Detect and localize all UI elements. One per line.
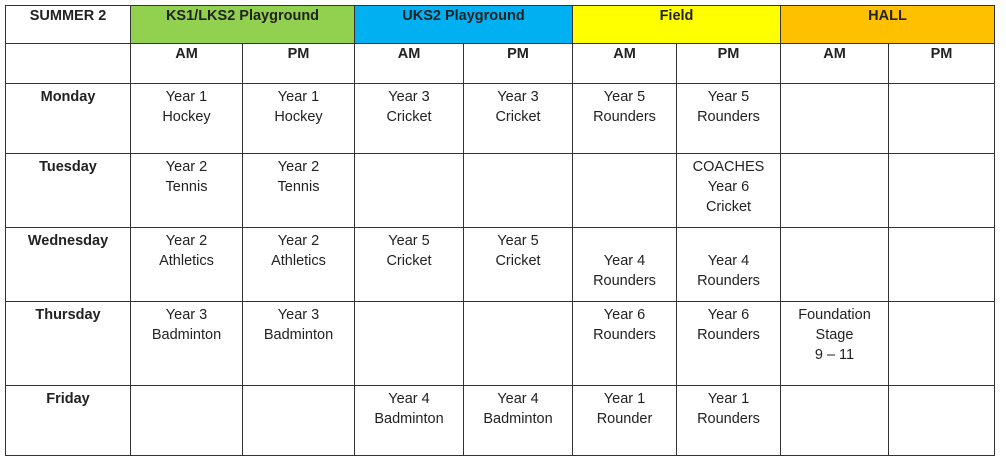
activity-cell	[573, 386, 677, 456]
empty-activity-cell	[355, 302, 464, 386]
session-label: AM	[573, 44, 677, 84]
activity-text: Year 5	[707, 89, 750, 105]
activity-text: Rounder	[596, 411, 653, 427]
empty-activity-cell	[243, 386, 355, 456]
activity-text: Rounders	[593, 109, 656, 125]
activity-text: Year 4	[603, 253, 646, 269]
activity-text: Year 2	[165, 159, 208, 175]
activity-cell	[131, 302, 243, 386]
activity-text: COACHES	[692, 159, 765, 175]
activity-cell	[243, 154, 355, 228]
activity-text: Year 5	[388, 233, 430, 249]
day-row-wednesday	[6, 228, 995, 302]
area-ks1-lks2-playground: KS1/LKS2 Playground	[131, 6, 355, 44]
activity-cell	[243, 84, 355, 154]
activity-text: Year 6	[603, 307, 646, 323]
empty-activity-cell	[464, 154, 573, 228]
activity-text: Year 3	[388, 89, 430, 105]
activity-text: Year 5	[603, 89, 646, 105]
empty-activity-cell	[889, 386, 995, 456]
cell-spacer	[677, 231, 780, 251]
activity-cell	[677, 84, 781, 154]
day-row-monday	[6, 84, 995, 154]
activity-text: Year 1	[707, 391, 750, 407]
session-label: PM	[889, 44, 995, 84]
activity-text: Hockey	[162, 109, 211, 125]
activity-text: Year 3	[165, 307, 208, 323]
pe-timetable	[5, 5, 995, 456]
empty-activity-cell	[889, 84, 995, 154]
area-header-row	[6, 6, 995, 44]
activity-text: Badminton	[151, 327, 222, 343]
activity-text: Cricket	[495, 109, 541, 125]
empty-activity-cell	[889, 154, 995, 228]
session-label: PM	[677, 44, 781, 84]
activity-cell	[355, 84, 464, 154]
activity-cell	[131, 228, 243, 302]
activity-text: Cricket	[705, 199, 752, 215]
activity-text: Rounders	[697, 273, 760, 289]
activity-cell	[131, 84, 243, 154]
session-label: AM	[355, 44, 464, 84]
empty-activity-cell	[573, 154, 677, 228]
activity-text: Tennis	[277, 179, 320, 195]
day-label: Tuesday	[6, 154, 131, 228]
day-row-tuesday	[6, 154, 995, 228]
area-uks2-playground: UKS2 Playground	[355, 6, 573, 44]
activity-text: Year 2	[277, 159, 320, 175]
term-label: SUMMER 2	[6, 6, 131, 44]
empty-activity-cell	[355, 154, 464, 228]
activity-cell	[677, 228, 781, 302]
activity-text: Rounders	[697, 411, 760, 427]
activity-text: Rounders	[697, 109, 760, 125]
activity-text: Rounders	[697, 327, 760, 343]
session-label: PM	[464, 44, 573, 84]
activity-text: Rounders	[593, 273, 656, 289]
activity-text: Year 6	[707, 179, 750, 195]
activity-cell	[355, 228, 464, 302]
activity-cell	[464, 386, 573, 456]
activity-text: Badminton	[374, 411, 444, 427]
activity-text: Year 1	[603, 391, 646, 407]
activity-text: Year 3	[277, 307, 320, 323]
activity-text: Athletics	[271, 253, 326, 269]
session-label: PM	[243, 44, 355, 84]
activity-text: Tennis	[165, 179, 208, 195]
empty-activity-cell	[781, 154, 889, 228]
session-label: AM	[781, 44, 889, 84]
day-label: Friday	[6, 386, 131, 456]
activity-text: Year 6	[707, 307, 750, 323]
activity-text: Cricket	[386, 109, 432, 125]
empty-activity-cell	[131, 386, 243, 456]
activity-cell	[781, 302, 889, 386]
empty-activity-cell	[781, 84, 889, 154]
day-label: Thursday	[6, 302, 131, 386]
activity-text: Year 1	[165, 89, 208, 105]
day-label: Wednesday	[6, 228, 131, 302]
empty-activity-cell	[781, 228, 889, 302]
blank-corner-cell	[6, 44, 131, 84]
activity-cell	[131, 154, 243, 228]
day-row-thursday	[6, 302, 995, 386]
activity-text: Year 5	[497, 233, 539, 249]
activity-cell	[677, 302, 781, 386]
activity-text: Cricket	[386, 253, 432, 269]
activity-text: Year 1	[277, 89, 320, 105]
activity-text: Hockey	[274, 109, 323, 125]
activity-cell	[464, 84, 573, 154]
empty-activity-cell	[781, 386, 889, 456]
activity-cell	[243, 302, 355, 386]
activity-text: Year 2	[165, 233, 208, 249]
activity-text: Rounders	[593, 327, 656, 343]
empty-activity-cell	[464, 302, 573, 386]
area-field: Field	[573, 6, 781, 44]
day-label: Monday	[6, 84, 131, 154]
activity-text: Badminton	[483, 411, 553, 427]
activity-text: 9 – 11	[814, 347, 855, 363]
empty-activity-cell	[889, 228, 995, 302]
cell-spacer	[573, 231, 676, 251]
activity-cell	[464, 228, 573, 302]
activity-text: Year 4	[497, 391, 539, 407]
activity-text: Stage	[815, 327, 854, 343]
day-row-friday	[6, 386, 995, 456]
activity-text: Year 2	[277, 233, 320, 249]
empty-activity-cell	[889, 302, 995, 386]
activity-text: Foundation	[798, 307, 871, 323]
activity-text: Year 4	[388, 391, 430, 407]
activity-text: Year 3	[497, 89, 539, 105]
activity-cell	[677, 386, 781, 456]
activity-cell	[677, 154, 781, 228]
activity-text: Athletics	[159, 253, 214, 269]
activity-cell	[573, 228, 677, 302]
activity-text: Badminton	[263, 327, 334, 343]
activity-cell	[573, 302, 677, 386]
activity-text: Cricket	[495, 253, 541, 269]
activity-text: Year 4	[707, 253, 750, 269]
activity-cell	[243, 228, 355, 302]
activity-cell	[573, 84, 677, 154]
session-label: AM	[131, 44, 243, 84]
area-hall: HALL	[781, 6, 995, 44]
activity-cell	[355, 386, 464, 456]
session-header-row	[6, 44, 995, 84]
